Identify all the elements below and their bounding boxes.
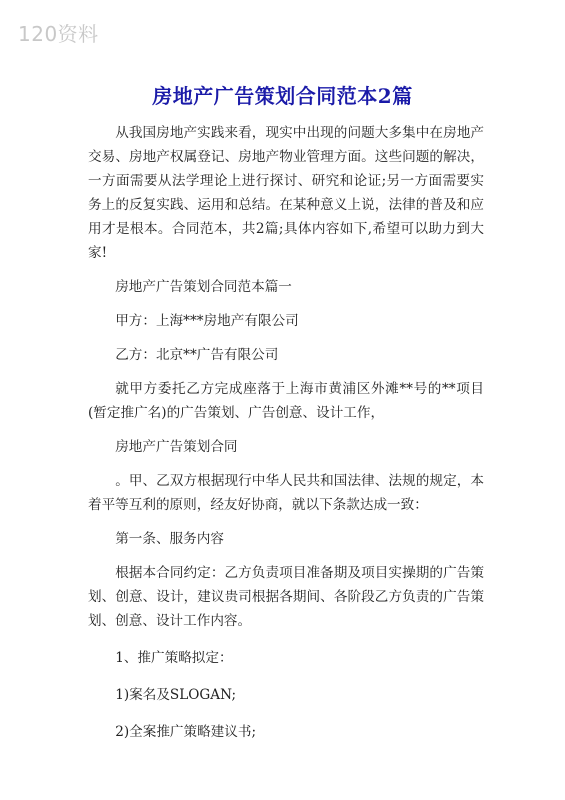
service-content-paragraph: 根据本合同约定：乙方负责项目准备期及项目实操期的广告策划、创意、设计，建议贵司根据各期间、各阶段乙方负责的广告策划、创意、设计工作内容。 bbox=[88, 565, 484, 629]
party-b-line: 乙方：北京**广告有限公司 bbox=[115, 347, 279, 363]
intro-paragraph: 从我国房地产实践来看，现实中出现的问题大多集中在房地产交易、房地产权属登记、房地产物业管理方面。这些问题的解决，一方面需要从法学理论上进行探讨、研究和论证;另一方面需要实务上的反复实践、运用和总结。在某种意义上说，法律的普及和应用才是根本。合同范本，共2篇;具体内容如下,希望可以助力到大家! bbox=[88, 125, 484, 261]
watermark: 120资料 bbox=[18, 22, 99, 46]
party-a-line: 甲方：上海***房地产有限公司 bbox=[115, 313, 299, 329]
section-heading-contract-one: 房地产广告策划合同范本篇一 bbox=[115, 279, 292, 295]
document-body bbox=[88, 121, 484, 744]
strategy-item: 1、推广策略拟定： bbox=[115, 650, 233, 666]
strategy-subitem-2: 2)全案推广策略建议书; bbox=[115, 724, 257, 740]
agreement-paragraph: 。甲、乙双方根据现行中华人民共和国法律、法规的规定，本着平等互利的原则，经友好协商，就以下条款达成一致： bbox=[88, 473, 484, 513]
document-title: 房地产广告策划合同范本2篇 bbox=[152, 84, 413, 108]
article-one-heading: 第一条、服务内容 bbox=[115, 531, 224, 547]
commission-paragraph: 就甲方委托乙方完成座落于上海市黄浦区外滩**号的**项目(暂定推广名)的广告策划、广告创意、设计工作， bbox=[88, 381, 484, 421]
contract-heading: 房地产广告策划合同 bbox=[115, 439, 238, 455]
strategy-subitem-1: 1)案名及SLOGAN; bbox=[115, 687, 237, 703]
